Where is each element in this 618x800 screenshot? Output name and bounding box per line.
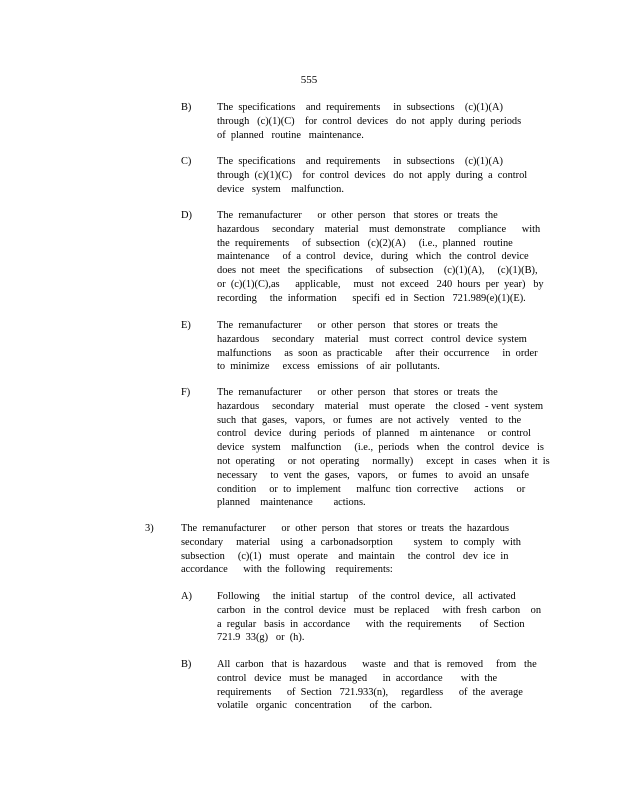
text-line: hazardous secondary material must operate the closed - vent system xyxy=(217,400,544,412)
paragraph-label: B) xyxy=(181,659,192,670)
text-line: maintenance of a control device, during which the control device xyxy=(217,251,529,263)
text-line: device system malfunction (i.e., periods when the control device is xyxy=(217,442,544,454)
text-line: or (c)(1)(C),as applicable, must not exceed 240 hours per year) by xyxy=(217,278,544,290)
text-line: Following the initial startup of the control device, all activated xyxy=(217,591,516,602)
text-line: a regular basis in accordance with the requirements of Section xyxy=(217,618,525,630)
text-line: through (c)(1)(C) for control devices do not apply during a control xyxy=(217,169,528,181)
paragraph-label: 3) xyxy=(145,523,154,534)
text-line: does not meet the specifications of subsection (c)(1)(A), (c)(1)(B), xyxy=(217,265,538,277)
text-line: to minimize excess emissions of air pollutants. xyxy=(217,361,440,373)
paragraph-text xyxy=(217,155,527,196)
text-line: The remanufacturer or other person that stores or treats the hazardous xyxy=(181,523,510,534)
paragraph-text xyxy=(217,209,544,306)
text-line: recording the information specifi ed in Section 721.989(e)(1)(E). xyxy=(217,292,526,304)
text-line: control device must be managed in accordance with the xyxy=(217,672,498,684)
text-line: not operating or not operating normally) except in cases when it is xyxy=(217,455,550,467)
text-line: 721.9 33(g) or (h). xyxy=(217,632,305,644)
text-line: device system malfunction. xyxy=(217,183,344,195)
paragraph-label: F) xyxy=(181,387,191,398)
paragraph-text xyxy=(217,590,541,645)
text-line: accordance with the following requirements: xyxy=(181,564,393,576)
paragraph-text xyxy=(217,386,550,510)
text-line: The specifications and requirements in subsections (c)(1)(A) xyxy=(217,156,503,167)
text-line: volatile organic concentration of the carbon. xyxy=(217,700,433,712)
paragraph-label: D) xyxy=(181,210,192,221)
text-line: The specifications and requirements in subsections (c)(1)(A) xyxy=(217,102,503,113)
text-line: of planned routine maintenance. xyxy=(217,129,364,141)
text-line: hazardous secondary material must correct control device system xyxy=(217,333,527,345)
text-line: All carbon that is hazardous waste and that is removed from the xyxy=(217,659,537,670)
paragraph-label: E) xyxy=(181,320,191,331)
paragraph-label: C) xyxy=(181,156,192,167)
text-line: The remanufacturer or other person that stores or treats the xyxy=(217,320,498,331)
text-line: planned maintenance actions. xyxy=(217,497,366,509)
text-line: such that gases, vapors, or fumes are not actively vented to the xyxy=(217,414,522,426)
text-line: requirements of Section 721.933(n), regardless of the average xyxy=(217,686,523,698)
paragraph-text xyxy=(181,522,521,577)
paragraph-text xyxy=(217,658,537,713)
paragraph-text xyxy=(217,319,538,374)
text-line: necessary to vent the gases, vapors, or fumes to avoid an unsafe xyxy=(217,469,529,481)
paragraph-label: A) xyxy=(181,591,192,602)
text-line: secondary material using a carbonadsorption system to comply with xyxy=(181,536,521,548)
text-line: condition or to implement malfunc tion corrective actions or xyxy=(217,483,526,495)
page-number: 555 xyxy=(300,74,318,86)
text-line: subsection (c)(1) must operate and maintain the control dev ice in xyxy=(181,550,509,562)
text-line: malfunctions as soon as practicable after their occurrence in order xyxy=(217,347,538,359)
text-line: through (c)(1)(C) for control devices do not apply during periods xyxy=(217,115,522,127)
text-line: The remanufacturer or other person that stores or treats the xyxy=(217,387,498,398)
text-line: hazardous secondary material must demonstrate compliance with xyxy=(217,223,541,235)
text-line: carbon in the control device must be replaced with fresh carbon on xyxy=(217,604,542,616)
text-line: control device during periods of planned m aintenance or control xyxy=(217,428,531,440)
paragraph-text xyxy=(217,101,521,142)
paragraph-label: B) xyxy=(181,102,192,113)
text-line: The remanufacturer or other person that stores or treats the xyxy=(217,210,498,221)
text-line: the requirements of subsection (c)(2)(A) (i.e., planned routine xyxy=(217,237,513,249)
